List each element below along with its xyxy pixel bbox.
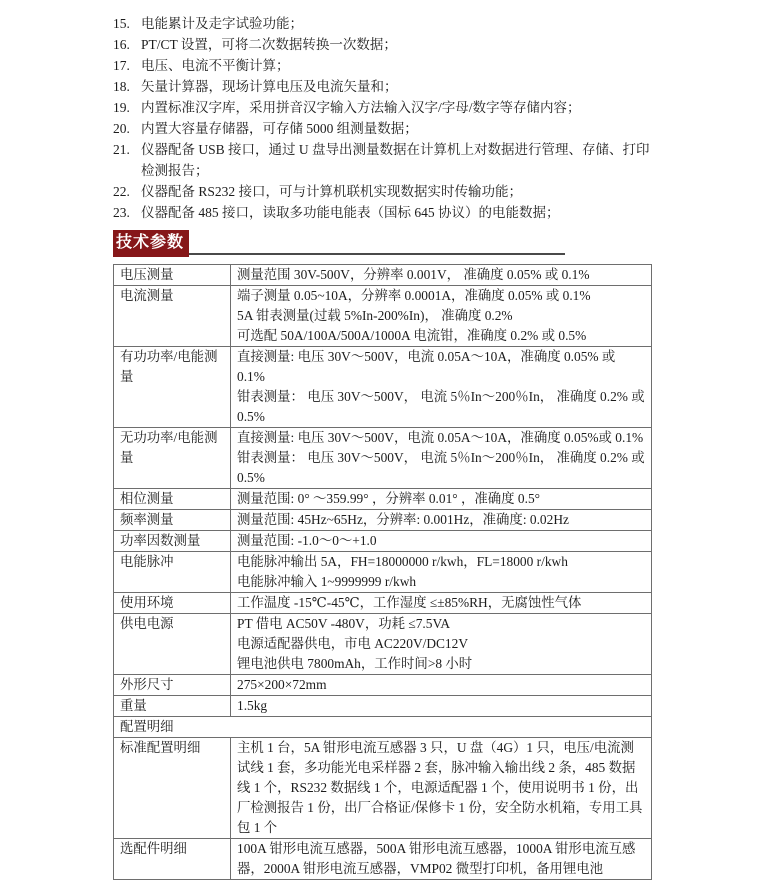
spec-value-line: 钳表测量： 电压 30V～500V， 电流 5％In～200％In， 准确度 0.2% 或 0.5%	[237, 450, 645, 485]
spec-label: 功率因数测量	[114, 531, 231, 552]
spec-row	[114, 738, 652, 839]
spec-value-line: 测量范围: 0° ～359.99° ，分辨率 0.01° ，准确度 0.5°	[237, 491, 540, 506]
feature-item	[113, 202, 653, 223]
spec-row	[114, 489, 652, 510]
spec-value	[231, 510, 652, 531]
spec-row	[114, 286, 652, 347]
spec-label: 外形尺寸	[114, 675, 231, 696]
spec-value-line: 电源适配器供电，市电 AC220V/DC12V	[237, 636, 468, 651]
spec-row	[114, 675, 652, 696]
spec-value-line: 主机 1 台，5A 钳形电流互感器 3 只，U 盘（4G）1 只，电压/电流测试线 1 套，多功能光电采样器 2 套，脉冲输入输出线 2 条，485 数据线 1 个，RS232 数据线 1 个，电源适配器 1 个，使用说明书 1 份，出厂检测报告 1 份，出厂合格证/保修卡 1 份，安全防水机箱，专用工具包 1 个	[237, 740, 643, 835]
feature-text: 电压、电流不平衡计算；	[141, 58, 290, 73]
feature-text: 仪器配备 USB 接口，通过 U 盘导出测量数据在计算机上对数据进行管理、存储、打印检测报告；	[141, 142, 650, 178]
spec-value	[231, 696, 652, 717]
feature-text: 内置标准汉字库，采用拼音汉字输入方法输入汉字/字母/数字等存储内容；	[141, 100, 581, 115]
spec-value-line: 锂电池供电 7800mAh，工作时间>8 小时	[237, 656, 473, 671]
feature-number: 16.	[113, 37, 130, 52]
spec-label: 频率测量	[114, 510, 231, 531]
spec-row	[114, 717, 652, 738]
spec-value-line: 工作温度 -15℃-45℃，工作湿度 ≤±85%RH，无腐蚀性气体	[237, 595, 582, 610]
spec-value	[231, 265, 652, 286]
spec-label: 配置明细	[114, 717, 652, 738]
spec-value	[231, 593, 652, 614]
feature-list	[113, 13, 653, 223]
spec-value-line: PT 借电 AC50V -480V，功耗 ≤7.5VA	[237, 616, 451, 631]
feature-number: 22.	[113, 184, 130, 199]
feature-number: 17.	[113, 58, 130, 73]
spec-label: 供电电源	[114, 614, 231, 675]
spec-row	[114, 593, 652, 614]
spec-value-line: 钳表测量： 电压 30V～500V， 电流 5％In～200％In， 准确度 0.2% 或 0.5%	[237, 389, 645, 424]
feature-text: 内置大容量存储器，可存储 5000 组测量数据；	[141, 121, 418, 136]
feature-text: PT/CT 设置，可将二次数据转换一次数据；	[141, 37, 397, 52]
spec-value-line: 1.5kg	[237, 698, 268, 713]
spec-label: 重量	[114, 696, 231, 717]
spec-value	[231, 347, 652, 428]
feature-item	[113, 181, 653, 202]
spec-row	[114, 552, 652, 593]
feature-number: 18.	[113, 79, 130, 94]
spec-row	[114, 347, 652, 428]
spec-label: 标准配置明细	[114, 738, 231, 839]
spec-label: 电能脉冲	[114, 552, 231, 593]
spec-value-line: 电能脉冲输出 5A，FH=18000000 r/kwh，FL=18000 r/kwh	[237, 554, 568, 569]
feature-text: 矢量计算器，现场计算电压及电流矢量和；	[141, 79, 398, 94]
spec-value-line: 电能脉冲输入 1~9999999 r/kwh	[237, 574, 417, 589]
specs-table-body	[114, 265, 652, 880]
spec-label: 选配件明细	[114, 839, 231, 880]
feature-text: 仪器配备 RS232 接口，可与计算机联机实现数据实时传输功能；	[141, 184, 523, 199]
spec-value-line: 可选配 50A/100A/500A/1000A 电流钳，准确度 0.2% 或 0.5%	[237, 328, 587, 343]
feature-number: 19.	[113, 100, 130, 115]
spec-value	[231, 552, 652, 593]
spec-row	[114, 839, 652, 880]
spec-label: 电压测量	[114, 265, 231, 286]
feature-item	[113, 13, 653, 34]
feature-text: 仪器配备 485 接口，读取多功能电能表（国标 645 协议）的电能数据；	[141, 205, 560, 220]
spec-value-line: 275×200×72mm	[237, 677, 327, 692]
spec-value-line: 测量范围: 45Hz~65Hz，分辨率: 0.001Hz，准确度: 0.02Hz	[237, 512, 569, 527]
spec-row	[114, 531, 652, 552]
spec-value-line: 100A 钳形电流互感器，500A 钳形电流互感器，1000A 钳形电流互感器，2000A 钳形电流互感器，VMP02 微型打印机，备用锂电池	[237, 841, 636, 876]
feature-number: 23.	[113, 205, 130, 220]
section-heading: 技术参数	[113, 230, 189, 257]
spec-value-line: 端子测量 0.05~10A，分辨率 0.0001A，准确度 0.05% 或 0.1%	[237, 288, 591, 303]
spec-label: 相位测量	[114, 489, 231, 510]
spec-row	[114, 696, 652, 717]
spec-value-line: 测量范围 30V-500V，分辨率 0.001V， 准确度 0.05% 或 0.1%	[237, 267, 590, 282]
feature-number: 21.	[113, 142, 130, 157]
spec-value-line: 测量范围: -1.0～0～+1.0	[237, 533, 377, 548]
spec-label: 有功功率/电能测量	[114, 347, 231, 428]
spec-value	[231, 675, 652, 696]
spec-value	[231, 531, 652, 552]
spec-value	[231, 839, 652, 880]
spec-label: 使用环境	[114, 593, 231, 614]
feature-number: 20.	[113, 121, 130, 136]
section-heading-rule	[113, 229, 565, 255]
spec-row	[114, 510, 652, 531]
spec-row	[114, 428, 652, 489]
feature-item	[113, 34, 653, 55]
spec-row	[114, 614, 652, 675]
spec-row	[114, 265, 652, 286]
spec-label: 电流测量	[114, 286, 231, 347]
spec-value	[231, 614, 652, 675]
spec-value	[231, 428, 652, 489]
feature-text: 电能累计及走字试验功能；	[141, 16, 303, 31]
document-page	[113, 13, 653, 880]
feature-item	[113, 76, 653, 97]
spec-value	[231, 286, 652, 347]
feature-item	[113, 118, 653, 139]
spec-value-line: 直接测量: 电压 30V～500V，电流 0.05A～10A，准确度 0.05% 或 0.1%	[237, 349, 616, 384]
spec-value-line: 5A 钳表测量(过载 5%In-200%In)， 准确度 0.2%	[237, 308, 513, 323]
spec-value	[231, 738, 652, 839]
feature-item	[113, 55, 653, 76]
feature-item	[113, 139, 653, 181]
spec-value	[231, 489, 652, 510]
feature-number: 15.	[113, 16, 130, 31]
specs-table	[113, 264, 652, 880]
feature-item	[113, 97, 653, 118]
spec-value-line: 直接测量: 电压 30V～500V，电流 0.05A～10A，准确度 0.05%或 0.1%	[237, 430, 644, 445]
spec-label: 无功功率/电能测量	[114, 428, 231, 489]
